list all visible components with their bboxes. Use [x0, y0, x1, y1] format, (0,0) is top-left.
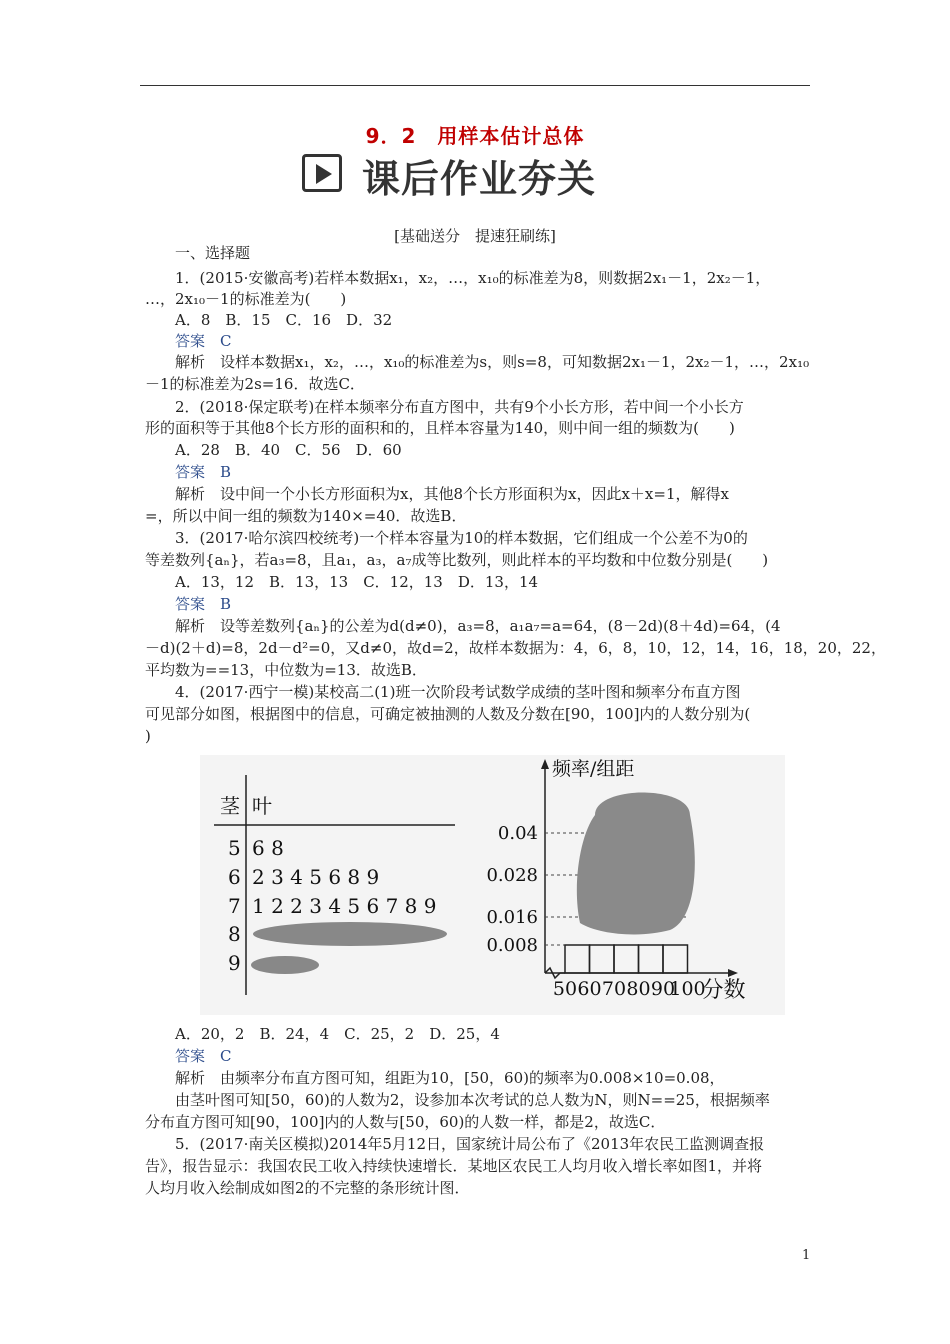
- leaves-5: 6 8: [252, 836, 284, 860]
- text-line: 2．(2018·保定联考)在样本频率分布直方图中，共有9个小长方形，若中间一个小长方: [175, 398, 744, 416]
- text-line: A．13，12 B．13，13 C．12，13 D．13，14: [175, 573, 539, 591]
- analysis-line: 解析 设样本数据x₁，x₂，…，x₁₀的标准差为s，则s=8，可知数据2x₁－1，2x₂－1，…，2x₁₀: [175, 353, 810, 371]
- leaves-6: 2 3 4 5 6 8 9: [252, 865, 380, 889]
- x-axis-label: 分数: [701, 978, 746, 1003]
- x-tick-label: 60: [577, 978, 602, 1000]
- stem-5: 5: [228, 836, 241, 860]
- y-tick-label: 0.04: [497, 823, 538, 844]
- text-line: 3．(2017·哈尔滨四校统考)一个样本容量为10的样本数据，它们组成一个公差不为0的: [175, 529, 748, 547]
- analysis-line: 解析 设中间一个小长方形面积为x，其他8个长方形面积为x，因此x＋x=1，解得x: [175, 485, 729, 503]
- text-line: 人均月收入绘制成如图2的不完整的条形统计图．: [145, 1179, 470, 1197]
- x-tick-label: 90: [650, 978, 676, 1000]
- x-tick-label: 80: [626, 978, 651, 1000]
- x-tick-label: 100: [669, 978, 706, 1000]
- subheading: [基础送分 提速狂刷练]: [394, 227, 556, 245]
- answer-line: 答案 C: [175, 1047, 232, 1065]
- y-tick-label: 0.008: [486, 935, 538, 956]
- section-label: 一、选择题: [175, 244, 251, 262]
- answer-line: 答案 B: [175, 463, 232, 481]
- stem-7: 7: [228, 894, 241, 918]
- text-line: 形的面积等于其他8个长方形的面积和的，且样本容量为140，则中间一组的频数为( ): [145, 419, 735, 437]
- banner-text: 课后作业夯关: [362, 157, 597, 201]
- x-tick-label: 50: [552, 978, 578, 1000]
- stem-6: 6: [228, 865, 241, 889]
- text-line: A．8 B．15 C．16 D．32: [175, 311, 393, 329]
- answer-line: 答案 C: [175, 332, 232, 350]
- top-rule: [140, 85, 810, 86]
- text-line: =，所以中间一组的频数为140×=40．故选B．: [145, 507, 467, 525]
- text-line: －d)(2＋d)=8，2d－d²=0，又d≠0，故d=2，故样本数据为：4，6，8，10，12，14，16，18，20，22，: [145, 639, 886, 657]
- x-tick-label: 70: [601, 978, 627, 1000]
- y-tick-label: 0.028: [486, 865, 538, 886]
- blot-9: [251, 956, 319, 974]
- text-line: …，2x₁₀－1的标准差为( ): [145, 290, 347, 308]
- text-line: ): [145, 727, 151, 745]
- text-line: 分布直方图可知[90，100]内的人数与[50，60)的人数一样，都是2，故选C．: [145, 1113, 666, 1131]
- text-line: A．20，2 B．24，4 C．25，2 D．25，4: [175, 1025, 500, 1043]
- text-line: 4．(2017·西宁一模)某校高二(1)班一次阶段考试数学成绩的茎叶图和频率分布直方图: [175, 683, 741, 701]
- text-line: 等差数列{aₙ}，若a₃=8，且a₁，a₃，a₇成等比数列，则此样本的平均数和中位数分别是( ): [145, 551, 769, 569]
- stem-header: 茎: [220, 794, 240, 818]
- leaves-7: 1 2 2 3 4 5 6 7 8 9: [252, 894, 437, 918]
- analysis-line: 解析 由频率分布直方图可知，组距为10，[50，60)的频率为0.008×10=0.08，: [175, 1069, 725, 1087]
- figure: [200, 755, 785, 1015]
- blot-8: [253, 922, 447, 946]
- text-line: A．28 B．40 C．56 D．60: [175, 441, 402, 459]
- analysis-line: 解析 设等差数列{aₙ}的公差为d(d≠0)，a₃=8，a₁a₇=a=64，(8－2d)(8＋4d)=64，(4: [175, 617, 781, 635]
- leaf-header: 叶: [252, 794, 272, 818]
- answer-line: 答案 B: [175, 595, 232, 613]
- text-line: 告》，报告显示：我国农民工收入持续快速增长．某地区农民工人均月收入增长率如图1，并将: [145, 1157, 763, 1175]
- play-icon: [302, 154, 342, 192]
- section-title: 9．2 用样本估计总体: [365, 124, 585, 148]
- text-line: 平均数为==13，中位数为=13．故选B．: [145, 661, 427, 679]
- text-line: 5．(2017·南关区模拟)2014年5月12日，国家统计局公布了《2013年农民工监测调查报: [175, 1135, 765, 1153]
- text-line: －1的标准差为2s=16．故选C．: [145, 375, 365, 393]
- text-line: 可见部分如图，根据图中的信息，可确定被抽测的人数及分数在[90，100]内的人数分别为(: [145, 705, 751, 723]
- y-axis-label: 频率/组距: [552, 758, 635, 780]
- text-line: 由茎叶图可知[50，60)的人数为2，设参加本次考试的总人数为N，则N==25，根据频率: [175, 1091, 770, 1109]
- stem-9: 9: [228, 951, 241, 975]
- y-tick-label: 0.016: [486, 907, 538, 928]
- page-number: 1: [802, 1248, 811, 1263]
- stem-8: 8: [228, 922, 241, 946]
- text-line: 1．(2015·安徽高考)若样本数据x₁，x₂，…，x₁₀的标准差为8，则数据2x₁－1，2x₂－1，: [175, 269, 771, 287]
